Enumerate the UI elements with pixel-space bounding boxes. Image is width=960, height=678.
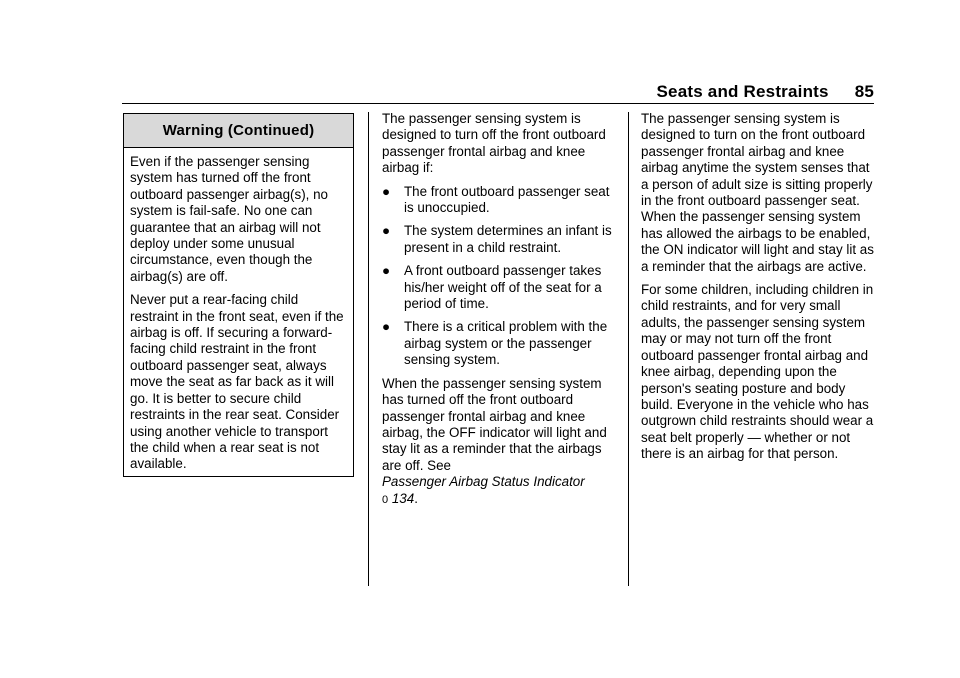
bullet-icon: ●: [382, 263, 391, 279]
bullet-list: [382, 184, 618, 369]
xref-link-page[interactable]: 134: [391, 490, 415, 506]
column-2: [382, 111, 618, 515]
bullet-icon: ●: [382, 183, 391, 199]
list-item-text: There is a critical problem with the airbag system or the passenger sensing system.: [404, 319, 608, 368]
warning-paragraph-1: Even if the passenger sensing system has turned off the front outboard passenger airbag(s), no system is fail-safe. No one can guarantee that an airbag will not deploy under some unusual circumstance, even though the airbag(s) are off.: [130, 154, 329, 284]
xref-end: .: [414, 490, 418, 506]
warning-paragraph-2: Never put a rear-facing child restraint in the front seat, even if the airbag is off. If securing a forward-facing child restraint in the front outboard passenger seat, always move the seat as far back as it will go. It is better to secure child restraints in the rear seat. Consider using another vehicle to transport the child when a rear seat is not available.: [130, 292, 344, 472]
warning-box: [123, 113, 354, 477]
list-item-text: The system determines an infant is present in a child restraint.: [404, 223, 612, 255]
column3-paragraph-1: The passenger sensing system is designed to turn on the front outboard passenger frontal airbag and knee airbag anytime the system senses that a person of adult size is sitting properly in the front outboard passenger seat. When the passenger sensing system has allowed the airbags to be enabled, the ON indicator will light and stay lit as a reminder that the airbags are active.: [641, 111, 874, 274]
bullet-icon: ●: [382, 319, 391, 335]
page-ref-icon: 0: [382, 493, 389, 506]
page-header: [657, 82, 875, 102]
list-item: [382, 223, 618, 256]
list-item: [382, 263, 618, 312]
column3-paragraph-2: For some children, including children in child restraints, and for very small adults, the passenger sensing system may or may not turn off the front outboard passenger frontal airbag and knee airbag, depending upon the person's seating posture and body build. Everyone in the vehicle who has outgrown child restraints should wear a seat belt properly — whether or not there is an airbag for that person.: [641, 282, 874, 462]
list-item-text: A front outboard passenger takes his/her weight off of the seat for a period of time.: [404, 263, 602, 312]
column-3: [641, 111, 877, 470]
list-item: [382, 319, 618, 368]
column2-intro: The passenger sensing system is designed to turn off the front outboard passenger frontal airbag and knee airbag if:: [382, 111, 606, 176]
list-item-text: The front outboard passenger seat is unoccupied.: [404, 183, 610, 216]
column2-closing: [382, 376, 618, 508]
warning-body: [124, 148, 353, 473]
header-rule: [122, 103, 874, 104]
xref-link-title[interactable]: Passenger Airbag Status Indicator: [382, 474, 585, 490]
page-number: 85: [854, 82, 874, 101]
warning-title: Warning (Continued): [124, 114, 353, 148]
list-item: [382, 184, 618, 217]
column2-closing-text: When the passenger sensing system has turned off the front outboard passenger frontal airbag and knee airbag, the OFF indicator will light and stay lit as a reminder that the airbags are off. See: [382, 375, 607, 473]
column-divider-1: [368, 112, 369, 586]
column-divider-2: [628, 112, 629, 586]
bullet-icon: ●: [382, 223, 391, 239]
section-title: Seats and Restraints: [656, 82, 829, 101]
